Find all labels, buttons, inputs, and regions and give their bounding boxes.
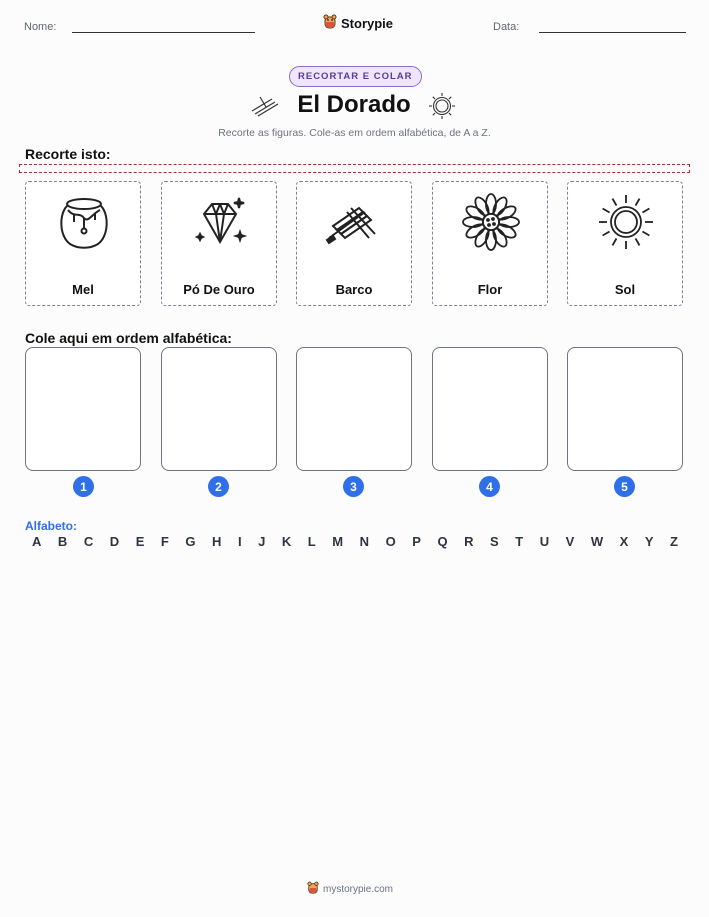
alphabet-letter: J xyxy=(258,534,266,549)
alphabet-letter: X xyxy=(619,534,629,549)
slot-number-3: 3 xyxy=(343,476,364,497)
alphabet-letter: R xyxy=(464,534,474,549)
brand-logo xyxy=(323,14,393,33)
cut-card-flor[interactable] xyxy=(432,181,548,306)
alphabet-letter: U xyxy=(539,534,550,549)
paste-slot-4[interactable] xyxy=(432,347,548,471)
paste-slot-3[interactable] xyxy=(296,347,412,471)
alphabet-letter: D xyxy=(109,534,120,549)
instructions: Recorte as figuras. Cole-as em ordem alfabética, de A a Z. xyxy=(218,127,491,139)
paste-heading: Cole aqui em ordem alfabética: xyxy=(25,330,232,346)
alphabet-letter: W xyxy=(590,534,604,549)
alphabet-letter: H xyxy=(212,534,222,549)
diamond-icon xyxy=(190,192,250,252)
slot-number-1: 1 xyxy=(73,476,94,497)
card-label: Mel xyxy=(72,282,94,297)
cut-line xyxy=(19,164,690,173)
alphabet-letter: O xyxy=(385,534,396,549)
cut-heading: Recorte isto: xyxy=(25,146,111,162)
alphabet-letter: N xyxy=(359,534,370,549)
alphabet-letter: V xyxy=(565,534,575,549)
brand-name: Storypie xyxy=(341,16,394,31)
slot-number-4: 4 xyxy=(479,476,500,497)
alphabet-heading: Alfabeto: xyxy=(25,519,77,533)
card-label: Barco xyxy=(335,282,373,297)
cut-card-sol[interactable] xyxy=(567,181,683,306)
name-line[interactable] xyxy=(72,32,255,33)
card-label: Sol xyxy=(614,282,636,297)
alphabet-letter: G xyxy=(185,534,196,549)
slot-number-2: 2 xyxy=(208,476,229,497)
alphabet-row xyxy=(32,534,678,549)
paste-slot-1[interactable] xyxy=(25,347,141,471)
alphabet-letter: A xyxy=(32,534,42,549)
paste-slot-2[interactable] xyxy=(161,347,277,471)
cut-card-mel[interactable] xyxy=(25,181,141,306)
footer-url[interactable]: mystorypie.com xyxy=(323,884,394,895)
alphabet-letter: I xyxy=(237,534,242,549)
name-label: Nome: xyxy=(24,21,57,33)
sticks-decor-icon xyxy=(250,93,280,122)
alphabet-letter: C xyxy=(83,534,94,549)
slot-number-5: 5 xyxy=(614,476,635,497)
raft-icon xyxy=(325,192,385,252)
page-title: El Dorado xyxy=(297,91,411,118)
sun-icon xyxy=(596,192,656,252)
alphabet-letter: P xyxy=(412,534,421,549)
flower-icon xyxy=(461,192,521,252)
alphabet-letter: Q xyxy=(437,534,448,549)
date-label: Data: xyxy=(493,21,520,33)
date-line[interactable] xyxy=(539,32,686,33)
alphabet-letter: L xyxy=(307,534,316,549)
alphabet-letter: Z xyxy=(670,534,678,549)
cut-card-po-de-ouro[interactable] xyxy=(161,181,277,306)
card-label: Pó De Ouro xyxy=(183,282,255,297)
alphabet-letter: S xyxy=(490,534,499,549)
alphabet-letter: F xyxy=(160,534,169,549)
honey-pot-icon xyxy=(54,192,114,252)
sun-decor-icon xyxy=(428,92,456,125)
alphabet-letter: M xyxy=(332,534,344,549)
alphabet-letter: K xyxy=(281,534,292,549)
alphabet-letter: B xyxy=(57,534,68,549)
alphabet-letter: E xyxy=(135,534,145,549)
alphabet-letter: Y xyxy=(644,534,654,549)
alphabet-letter: T xyxy=(515,534,524,549)
card-label: Flor xyxy=(477,282,503,297)
mascot-icon xyxy=(307,881,319,898)
footer xyxy=(307,881,393,898)
paste-slot-5[interactable] xyxy=(567,347,683,471)
mascot-icon xyxy=(323,14,337,33)
activity-badge: RECORTAR E COLAR xyxy=(289,66,422,87)
cut-card-barco[interactable] xyxy=(296,181,412,306)
